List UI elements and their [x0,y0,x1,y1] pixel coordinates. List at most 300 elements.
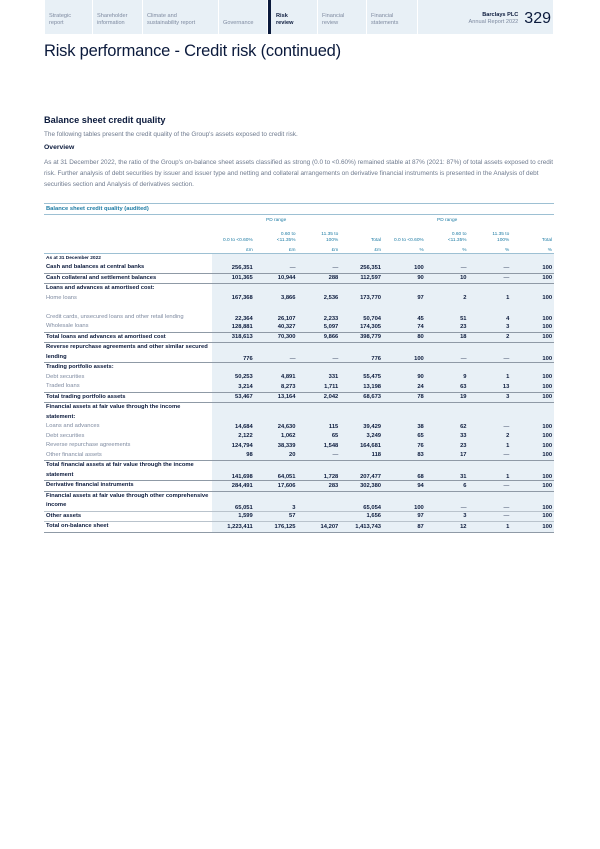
nav-tab-line1: Financial [322,13,345,19]
cell-value: — [469,273,512,284]
row-label: Credit cards, unsecured loans and other retail lending [46,313,184,320]
cell-value: — [469,491,512,511]
cell-value: 2,042 [298,392,341,403]
nav-tab-financial-statements[interactable] [367,0,418,34]
cell-value [298,491,341,511]
cell-value: 100 [511,343,554,363]
cell-value: 18 [426,332,469,343]
cell-blank [426,253,469,263]
cell-value [511,363,554,373]
cell-value: 100 [511,294,554,304]
cell-value: 100 [511,263,554,273]
cell-value: 2 [469,432,512,442]
cell-value [426,403,469,423]
column-header-line2: Total [541,238,553,243]
row-label: Reverse repurchase agreements [46,442,131,448]
table-row [44,432,554,442]
cell-value: 101,365 [212,273,255,284]
cell-value: 50,253 [212,373,255,383]
cell-value: 173,770 [340,294,383,304]
cell-value: 1 [469,441,512,451]
cell-value: 3,249 [340,432,383,442]
cell-value [511,403,554,423]
cell-value: 55,475 [340,373,383,383]
cell-value: 50,704 [340,303,383,322]
nav-tab-line1: Strategic [49,13,72,19]
cell-value: 302,380 [340,481,383,492]
cell-value: 3,866 [255,294,298,304]
cell-value: 23 [426,322,469,332]
cell-value: 90 [383,373,426,383]
cell-value: 14,207 [298,522,341,533]
header-blank [44,244,212,253]
cell-value: 100 [511,322,554,332]
cell-value [212,363,255,373]
table-row [44,451,554,461]
cell-value: 68,673 [340,392,383,403]
cell-value [426,284,469,294]
table-row [44,392,554,403]
cell-value: 1 [469,294,512,304]
cell-value: 53,467 [212,392,255,403]
cell-value: — [426,491,469,511]
overview-paragraph: As at 31 December 2022, the ratio of the Group's on-balance sheet assets classified as strong (0.0 to <0.60%) remained stable at 87% (2021: 87%) of total assets exposed to credit risk. Further analysis of debt securities by issuer and issuer type and netting and collateral arrangements on derivative financial instruments is presented in the Analysis of debt securities section and Analysis of derivatives section. [44,159,554,188]
table-row [44,422,554,432]
cell-value: 776 [212,343,255,363]
table-row [44,481,554,492]
brand-subtitle: Annual Report 2022 [468,19,519,25]
column-header-line2: <11.35% [276,238,296,243]
nav-tab-line2: statements [371,19,399,26]
cell-value: 1 [469,461,512,481]
column-header [212,226,255,244]
cell-value: 10 [426,273,469,284]
column-header [383,226,426,244]
cell-value: 256,351 [212,263,255,273]
cell-value: 80 [383,332,426,343]
cell-value: 74 [383,322,426,332]
cell-value: 94 [383,481,426,492]
cell-value: 9,866 [298,332,341,343]
header-blank [44,226,212,244]
column-header-line2: 100% [326,238,339,243]
cell-value: 22,364 [212,303,255,322]
cell-value: 40,327 [255,322,298,332]
nav-tab-financial-review[interactable] [318,0,367,34]
cell-value: — [255,343,298,363]
cell-value: 39,429 [340,422,383,432]
cell-value [255,363,298,373]
cell-value: 65 [383,432,426,442]
cell-value: 6 [426,481,469,492]
cell-value: 19 [426,392,469,403]
cell-blank [340,253,383,263]
table-row [44,382,554,392]
cell-value [340,284,383,294]
cell-value: 13,198 [340,382,383,392]
row-label: Financial assets at fair value through other comprehensive income [44,491,212,511]
cell-value: 31 [426,461,469,481]
cell-value: 14,684 [212,422,255,432]
pd-range-label-pct: PD range [437,218,458,223]
cell-value: 100 [511,481,554,492]
cell-value: 26,107 [255,303,298,322]
cell-blank [212,253,255,263]
header-blank [511,215,554,226]
table-row [44,294,554,304]
page-title: Risk performance - Credit risk (continued) [44,42,341,60]
column-header-line1: 0.60 to [280,232,296,237]
column-header-line2: <11.35% [447,238,467,243]
cell-value: 17 [426,451,469,461]
cell-value: 100 [511,451,554,461]
cell-value: 100 [511,332,554,343]
cell-value: 100 [511,392,554,403]
cell-value: 38,339 [255,441,298,451]
cell-value: 2 [426,294,469,304]
cell-value: 13 [469,382,512,392]
table-row [44,491,554,511]
cell-value: 1,413,743 [340,522,383,533]
column-unit: % [469,244,512,253]
cell-value: 128,881 [212,322,255,332]
brand-text [469,8,519,25]
cell-value: 100 [383,343,426,363]
cell-blank [383,253,426,263]
row-label: Wholesale loans [46,323,89,329]
column-header-line2: 0.0 to <0.60% [223,238,253,243]
top-nav [45,0,553,34]
nav-tab-line2: review [276,19,294,26]
row-label: Total on-balance sheet [44,522,212,533]
table-row [44,284,554,294]
cell-value: 398,779 [340,332,383,343]
page-number: 329 [524,10,551,27]
column-header-line1: 11.35 to [321,232,339,237]
cell-value: 256,351 [340,263,383,273]
cell-value [383,403,426,423]
cell-value: 24 [383,382,426,392]
nav-tab-line1: Financial [371,13,394,19]
cell-value: 12 [426,522,469,533]
cell-value: 3 [469,322,512,332]
cell-value: 1,223,411 [212,522,255,533]
cell-value: — [426,263,469,273]
cell-value: 284,491 [212,481,255,492]
row-label: Derivative financial instruments [44,481,212,492]
cell-value: — [469,511,512,522]
as-at-label: As at 31 December 2022 [46,255,101,261]
nav-tab-line1 [223,13,267,20]
cell-value [426,363,469,373]
cell-value [469,363,512,373]
column-header-line1: 11.35 to [492,232,510,237]
cell-value: — [469,451,512,461]
cell-value: 100 [511,303,554,322]
cell-value [340,363,383,373]
cell-value: 83 [383,451,426,461]
cell-value: 100 [383,491,426,511]
cell-value: 100 [511,511,554,522]
column-header [340,226,383,244]
cell-value: 64,051 [255,461,298,481]
cell-blank [469,253,512,263]
cell-value [383,363,426,373]
nav-tab-line1: Risk [276,13,288,19]
column-header-line1: 0.60 to [451,232,467,237]
cell-value: 1,656 [340,511,383,522]
cell-value: 57 [255,511,298,522]
cell-value: 2,122 [212,432,255,442]
cell-value: 3 [426,511,469,522]
cell-value [383,284,426,294]
cell-value: 9 [426,373,469,383]
cell-value: 97 [383,511,426,522]
cell-blank [511,253,554,263]
cell-value: 4,891 [255,373,298,383]
table-row [44,373,554,383]
row-label: Loans and advances [46,423,100,429]
cell-value [469,284,512,294]
cell-value [298,403,341,423]
cell-value [298,511,341,522]
table-row [44,441,554,451]
cell-value: — [298,451,341,461]
cell-value: 100 [511,432,554,442]
column-header-line2: 100% [497,238,510,243]
cell-value: — [298,263,341,273]
cell-value: 13,164 [255,392,298,403]
table-row [44,273,554,284]
header-blank [44,215,212,226]
cell-value: 8,273 [255,382,298,392]
cell-value: 76 [383,441,426,451]
column-header-line2: 0.0 to <0.60% [394,238,424,243]
cell-value: 10,944 [255,273,298,284]
table-row [44,343,554,363]
column-header [426,226,469,244]
cell-value: 164,681 [340,441,383,451]
cell-value: 65,051 [212,491,255,511]
cell-value: 100 [511,461,554,481]
cell-value: 33 [426,432,469,442]
cell-value: 1,548 [298,441,341,451]
table-row [44,461,554,481]
cell-value: 318,613 [212,332,255,343]
cell-value: 38 [383,422,426,432]
overview-heading: Overview [44,144,75,151]
cell-value [212,403,255,423]
table-row [44,322,554,332]
header-row-columns [44,226,554,244]
nav-tab-climate-and-sustainability-report[interactable] [143,0,219,34]
row-label: Cash collateral and settlement balances [44,273,212,284]
cell-value: 2 [469,332,512,343]
nav-tab-line2: review [322,19,339,26]
nav-tab-line2: report [49,19,64,26]
cell-value: 78 [383,392,426,403]
cell-value: 100 [511,373,554,383]
row-label: Debt securities [46,373,85,380]
cell-value: 776 [340,343,383,363]
cell-value: 3 [469,392,512,403]
cell-value: — [298,343,341,363]
table-caption: Balance sheet credit quality (audited) [44,203,554,215]
row-label: Other assets [44,511,212,522]
row-label: Total financial assets at fair value through the income statement [44,461,212,481]
cell-value: 62 [426,422,469,432]
cell-value: 1,711 [298,382,341,392]
cell-value: 100 [511,422,554,432]
cell-value: 100 [511,522,554,533]
column-header-line2: Total [370,238,382,243]
cell-blank [298,253,341,263]
nav-tab-shareholder-information[interactable] [93,0,143,34]
cell-value: 3,214 [212,382,255,392]
table-row [44,403,554,423]
cell-value [340,403,383,423]
table-row [44,363,554,373]
cell-value: 100 [511,491,554,511]
cell-value: 174,305 [340,322,383,332]
cell-value: 97 [383,294,426,304]
column-header [469,226,512,244]
column-unit: % [511,244,554,253]
cell-value: 2,536 [298,294,341,304]
table-row [44,332,554,343]
cell-value: 3 [255,491,298,511]
cell-value: 115 [298,422,341,432]
cell-value [469,403,512,423]
cell-blank [255,253,298,263]
row-label: Traded loans [46,383,80,389]
header-row-units [44,244,554,253]
column-unit: % [383,244,426,253]
cell-value: 176,125 [255,522,298,533]
nav-tab-risk-review[interactable] [268,0,318,34]
row-label: Trading portfolio assets: [46,364,114,370]
cell-value: 207,477 [340,461,383,481]
brand-block [469,0,553,34]
cell-value [511,284,554,294]
cell-value: 100 [383,263,426,273]
row-label: Total loans and advances at amortised cost [44,332,212,343]
cell-value: 100 [511,382,554,392]
cell-value: 1,728 [298,461,341,481]
section-heading: Balance sheet credit quality [44,115,166,125]
cell-value: 1 [469,522,512,533]
cell-value: — [469,481,512,492]
cell-value: 23 [426,441,469,451]
row-label: Financial assets at fair value through the income statement: [46,404,181,420]
credit-quality-table-container [44,203,554,533]
row-label: Total trading portfolio assets [44,392,212,403]
cell-value: 1 [469,373,512,383]
column-header [255,226,298,244]
cell-value: 45 [383,303,426,322]
cell-value: 118 [340,451,383,461]
cell-value: 98 [212,451,255,461]
cell-value [298,363,341,373]
cell-value: 1,599 [212,511,255,522]
row-label: Debt securities [46,432,85,439]
nav-tab-line1: Climate and [147,13,177,19]
nav-tab-governance[interactable] [219,0,268,34]
cell-value: 87 [383,522,426,533]
section-intro: The following tables present the credit quality of the Group's assets exposed to credit risk. [44,131,298,138]
cell-value: 4 [469,303,512,322]
column-unit: £m [212,244,255,253]
header-blank [340,215,383,226]
cell-value [212,284,255,294]
cell-value: — [469,263,512,273]
cell-value: 5,097 [298,322,341,332]
row-label: Other financial assets [46,451,102,458]
cell-value: — [255,263,298,273]
row-label: Cash and balances at central banks [44,263,212,273]
nav-tab-line2: sustainability report [147,19,196,26]
cell-value: 2,233 [298,303,341,322]
cell-value [255,403,298,423]
cell-value: 51 [426,303,469,322]
cell-value: 1,062 [255,432,298,442]
column-unit: £m [255,244,298,253]
cell-value [298,284,341,294]
cell-value: 63 [426,382,469,392]
row-label: Reverse repurchase agreements and other similar secured lending [44,343,212,363]
nav-tab-line1: Shareholder [97,13,128,19]
column-unit: % [426,244,469,253]
cell-value: 124,794 [212,441,255,451]
cell-value: 288 [298,273,341,284]
row-label: Loans and advances at amortised cost: [46,285,155,291]
table-row [44,522,554,533]
nav-tab-line2: information [97,19,125,26]
table-row [44,303,554,322]
as-at-row [44,253,554,263]
cell-value: 17,606 [255,481,298,492]
table-row [44,511,554,522]
cell-value: 70,300 [255,332,298,343]
cell-value: 68 [383,461,426,481]
cell-value: — [426,343,469,363]
cell-value: 100 [511,273,554,284]
cell-value: 331 [298,373,341,383]
cell-value: 24,630 [255,422,298,432]
cell-value [255,284,298,294]
nav-tab-strategic-report[interactable] [45,0,93,34]
cell-value: 167,368 [212,294,255,304]
row-label: Home loans [46,294,77,301]
column-header [511,226,554,244]
cell-value: 283 [298,481,341,492]
column-header [298,226,341,244]
cell-value: — [469,422,512,432]
header-row-pd-range [44,215,554,226]
table-row [44,263,554,273]
cell-value: 65 [298,432,341,442]
credit-quality-table [44,215,554,533]
cell-value: 90 [383,273,426,284]
cell-value: 112,597 [340,273,383,284]
cell-value: 20 [255,451,298,461]
cell-value: 65,054 [340,491,383,511]
nav-tab-line2: Governance [223,19,254,26]
cell-value: — [469,343,512,363]
column-unit: £m [298,244,341,253]
cell-value: 141,698 [212,461,255,481]
cell-value: 100 [511,441,554,451]
